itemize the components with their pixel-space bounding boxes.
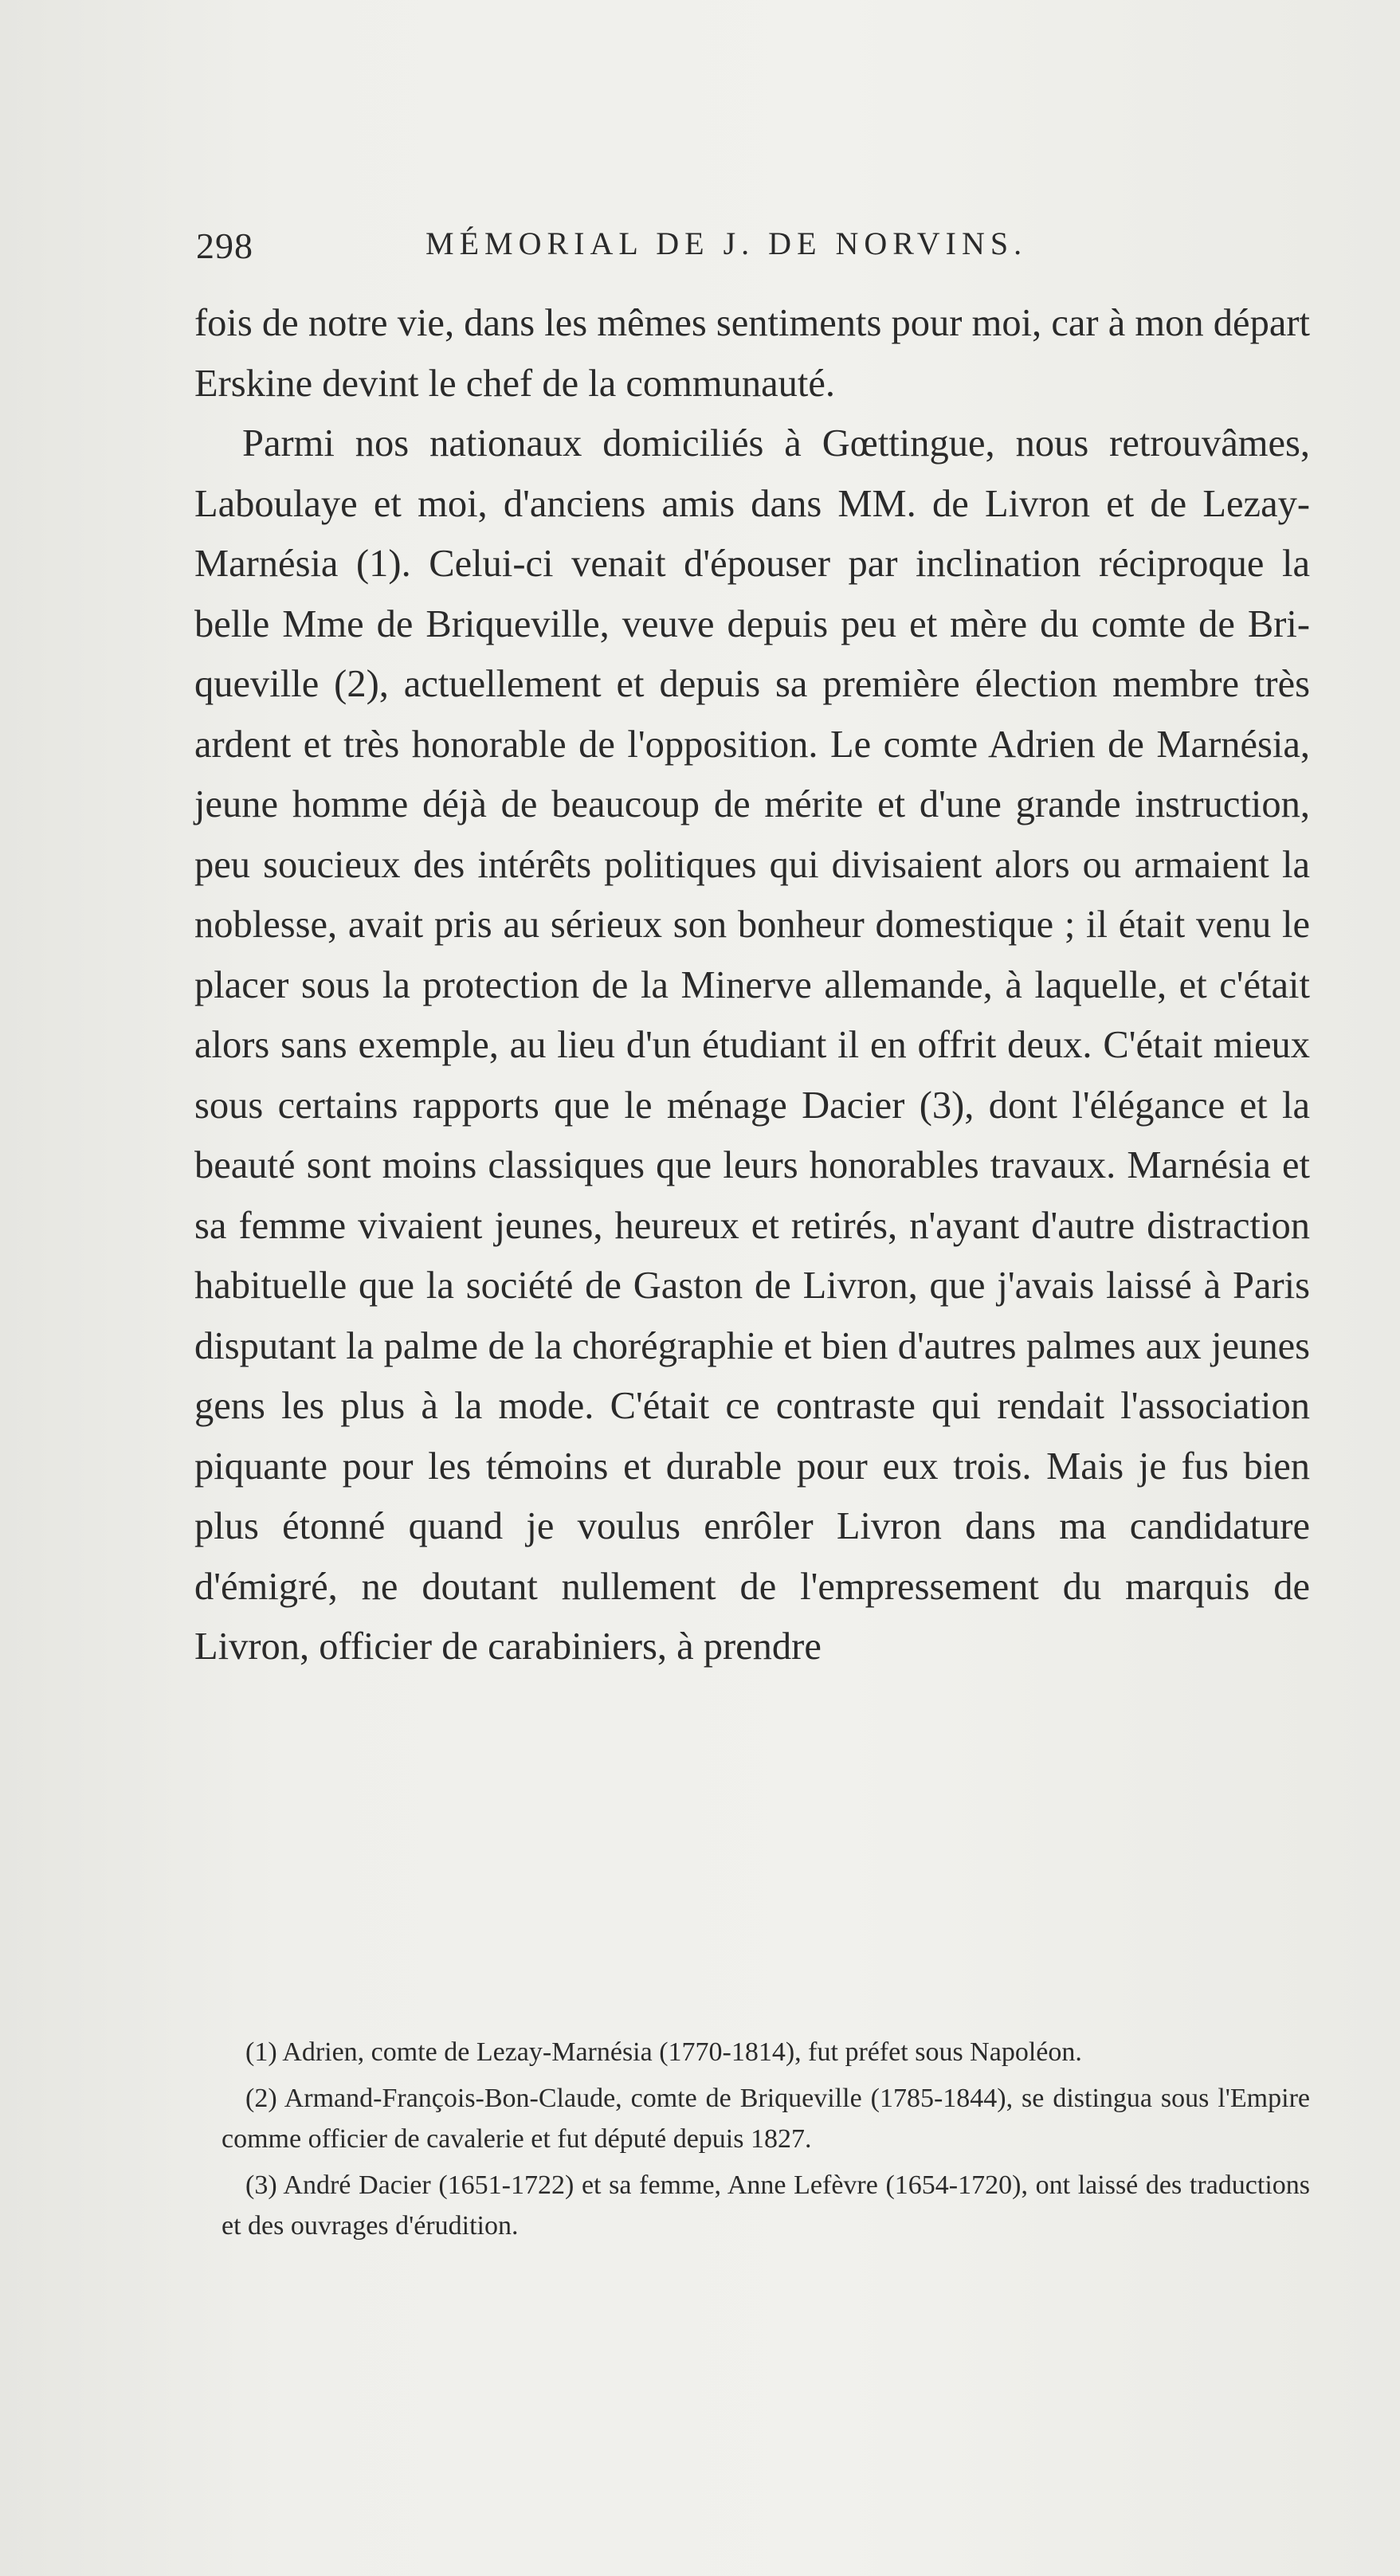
footnote-2: (2) Armand-François-Bon-Claude, comte de Briqueville (1785-1844), se distingua sous l'Empire comme officier de cavalerie et fut député depuis 1827. bbox=[222, 2084, 1310, 2154]
page-number: 298 bbox=[196, 225, 253, 266]
page-header bbox=[196, 225, 1312, 280]
footnote-3: (3) André Dacier (1651-1722) et sa femme, Anne Lefèvre (1654-1720), ont laissé des traductions et des ouvrages d'érudition. bbox=[222, 2170, 1310, 2241]
main-text bbox=[194, 293, 1310, 1677]
paragraph-continued: fois de notre vie, dans les mêmes sentiments pour moi, car à mon départ Erskine devint le chef de la communauté. bbox=[194, 302, 1310, 405]
footnotes bbox=[222, 2032, 1310, 2252]
running-title: MÉMORIAL DE J. DE NORVINS. bbox=[425, 225, 1028, 261]
paragraph: Parmi nos nationaux domiciliés à Gœttingue, nous retrouvâmes, Laboulaye et moi, d'anciens amis dans MM. de Livron et de Lezay-Marnésia (1). Celui-ci venait d'épouser par inclination réciproque la belle Mme de Briqueville, veuve depuis peu et mère du comte de Briqueville (2), actuellement et depuis sa première élection membre très ardent et très honorable de l'opposition. Le comte Adrien de Marnésia, jeune homme déjà de beaucoup de mérite et d'une grande instruction, peu soucieux des intérêts politiques qui divisaient alors ou armaient la noblesse, avait pris au sérieux son bonheur domestique ; il était venu le placer sous la protection de la Minerve allemande, à laquelle, et c'était alors sans exemple, au lieu d'un étudiant il en offrit deux. C'était mieux sous certains rapports que le ménage Dacier (3), dont l'élégance et la beauté sont moins classiques que leurs honorables travaux. Marnésia et sa femme vivaient jeunes, heureux et retirés, n'ayant d'autre distraction habituelle que la société de Gaston de Livron, que j'avais laissé à Paris disputant la palme de la chorégraphie et bien d'autres palmes aux jeunes gens les plus à la mode. C'était ce contraste qui rendait l'association piquante pour les témoins et durable pour eux trois. Mais je fus bien plus étonné quand je voulus enrôler Livron dans ma candidature d'émigré, ne doutant nullement de l'empressement du marquis de Livron, officier de carabiniers, à prendre bbox=[194, 422, 1310, 1668]
footnote-1: (1) Adrien, comte de Lezay-Marnésia (1770-1814), fut préfet sous Napoléon. bbox=[245, 2037, 1082, 2067]
